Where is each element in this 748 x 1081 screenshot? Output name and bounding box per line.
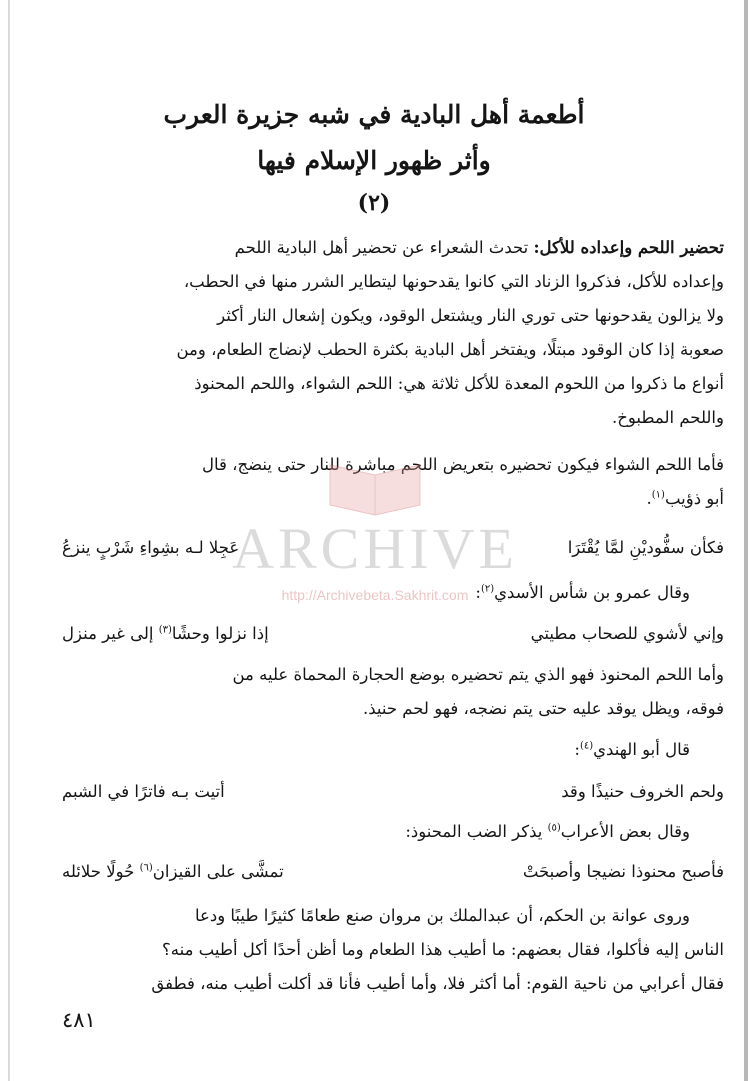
verse-text: إلى غير منزل <box>62 624 159 643</box>
punctuation: : <box>475 583 481 602</box>
footnote-marker: (٣) <box>158 624 172 636</box>
page-edge-left <box>8 0 10 1081</box>
article-title-line2: وأثر ظهور الإسلام فيها <box>257 146 491 175</box>
paragraph-line: فقال أعرابي من ناحية القوم: أما أكثر فلا، وأما أطيب فأنا قد أكلت أطيب منه، فطفق <box>151 974 724 993</box>
paragraph-line: ولا يزالون يقدحونها حتى توري النار ويشتعل الوقود، ويكون إشعال النار أكثر <box>217 306 724 325</box>
paragraph-line: وإعداده للأكل، فذكروا الزناد التي كانوا يقدحونها ليتطاير الشرر منها في الحطب، <box>183 272 724 291</box>
verse-text: إذا نزلوا وحشًا <box>171 624 269 643</box>
paragraph-line: أنواع ما ذكروا من اللحوم المعدة للأكل ثلاثة هي: اللحم الشواء، واللحم المحنوذ <box>194 374 724 393</box>
punctuation: . <box>646 489 652 508</box>
paragraph-line: وأما اللحم المحنوذ فهو الذي يتم تحضيره بوضع الحجارة المحماة عليه من <box>232 665 724 684</box>
verse-second-hemistich: أتيت بـه فاترًا في الشبم <box>62 782 225 801</box>
footnote-marker: (٢) <box>480 583 495 595</box>
paragraph-text: يذكر الضب المحنوذ: <box>405 822 548 841</box>
verse-first-hemistich: فكأن سفُّوديْنِ لمَّا يُقْتَرَا <box>567 538 724 557</box>
paragraph-text: قال أبو الهندي <box>593 740 690 759</box>
page-number: ٤٨١ <box>62 1008 96 1032</box>
paragraph-line <box>62 906 724 925</box>
verse-second-hemistich: عَجِلا لـه بشِواءِ شَرْبٍ ينزعُ <box>62 538 240 557</box>
paragraph-line <box>62 238 724 257</box>
paragraph-line <box>62 489 724 508</box>
paragraph-line: صعوبة إذا كان الوقود مبتلًا، ويفتخر أهل البادية بكثرة الحطب لإنضاج الطعام، ومن <box>176 340 724 359</box>
paragraph-line: فوقه، ويظل يوقد عليه حتى يتم نضجه، فهو لحم حنيذ. <box>362 699 724 718</box>
watermark-url: http://Archivebeta.Sakhrit.com <box>281 587 469 603</box>
section-heading: تحضير اللحم وإعداده للأكل: <box>533 238 724 257</box>
paragraph-text: وروى عوانة بن الحكم، أن عبدالملك بن مروان صنع طعامًا كثيرًا طيبًا ودعا <box>194 906 690 925</box>
verse-line <box>62 538 724 562</box>
paragraph-line: فأما اللحم الشواء فيكون تحضيره بتعريض اللحم مباشرة للنار حتى ينضج، قال <box>202 455 724 474</box>
verse-first-hemistich: ولحم الخروف حنيذًا وقد <box>561 782 724 801</box>
footnote-marker: (٥) <box>547 822 561 834</box>
verse-text: حُولًا حلائله <box>62 862 140 881</box>
page-edge-right <box>744 0 748 1081</box>
article-title-line1: أطعمة أهل البادية في شبه جزيرة العرب <box>163 100 585 129</box>
punctuation: : <box>574 740 580 759</box>
paragraph-line: واللحم المطبوخ. <box>611 408 724 427</box>
footnote-marker: (٦) <box>139 862 153 874</box>
footnote-marker: (١) <box>651 489 665 501</box>
verse-first-hemistich: فأصبح محنوذا نضيجا وأصبحَتْ <box>522 862 724 881</box>
paragraph-text: أبو ذؤيب <box>664 489 724 508</box>
watermark-text: ARCHIVE <box>232 516 518 581</box>
paragraph-text: وقال بعض الأعراب <box>560 822 690 841</box>
verse-line <box>62 782 724 806</box>
verse-second-hemistich <box>62 862 284 881</box>
paragraph-text: تحدث الشعراء عن تحضير أهل البادية اللحم <box>234 238 529 257</box>
verse-line <box>62 862 724 886</box>
footnote-marker: (٤) <box>579 740 594 752</box>
verse-line <box>62 624 724 648</box>
verse-intro <box>62 583 724 602</box>
paragraph-text: وقال عمرو بن شأس الأسدي <box>494 583 690 602</box>
verse-intro <box>62 740 724 759</box>
paragraph-line: الناس إليه فأكلوا، فقال بعضهم: ما أطيب هذا الطعام وما أظن أحدًا أكل أطيب منه؟ <box>162 940 724 959</box>
verse-first-hemistich: وإني لأشوي للصحاب مطيتي <box>530 624 724 643</box>
verse-text: تمشَّى على القيزان <box>152 862 284 881</box>
verse-intro <box>62 822 724 841</box>
article-part-number: (٢) <box>357 190 391 216</box>
verse-second-hemistich <box>62 624 269 643</box>
